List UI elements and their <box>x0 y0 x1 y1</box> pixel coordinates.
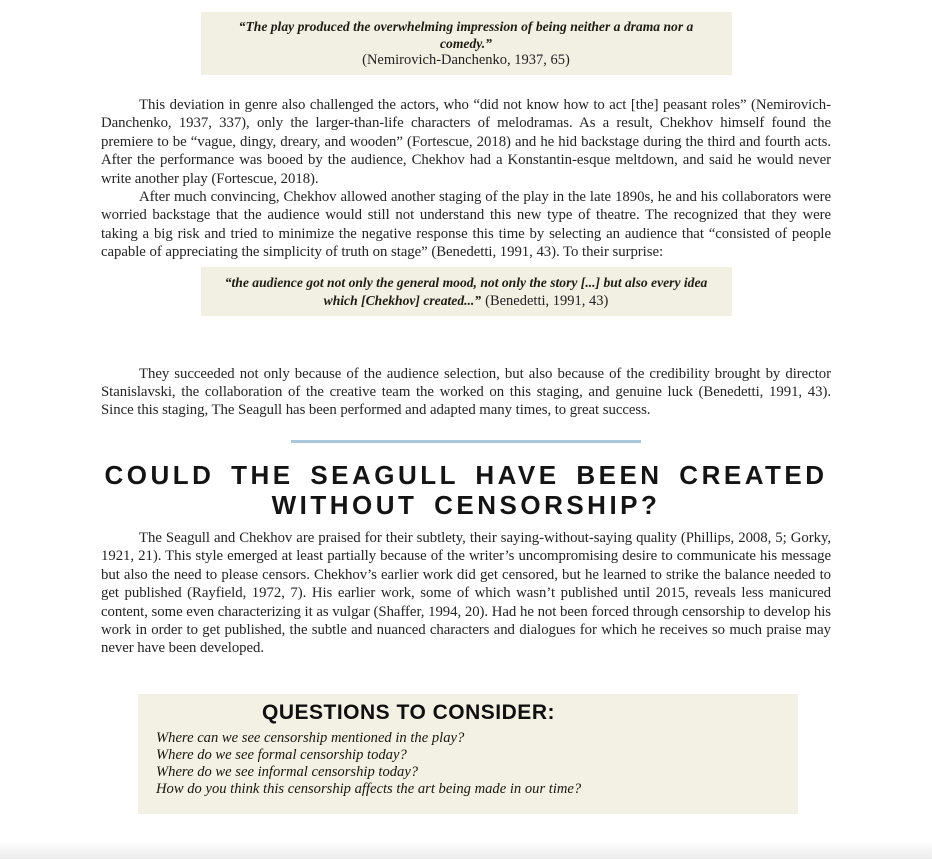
question-item: Where do we see informal censorship today? <box>156 763 419 780</box>
section-divider <box>291 440 641 443</box>
page-bottom-shadow <box>0 841 932 859</box>
question-item: How do you think this censorship affects the art being made in our time? <box>156 780 582 797</box>
paragraph-censorship: The Seagull and Chekhov are praised for their subtlety, their saying-without-saying quality (Phillips, 2008, 5; Gorky, 1921, 21). This style emerged at least partially because of the writer’s uncompromising desire to communicate his message but also the need to please censors. Chekhov’s earlier work did get censored, but he learned to strike the balance needed to get published (Rayfield, 1972, 7). His earlier work, some of which wasn’t published until 2015, reveals less manicured content, some even characterizing it as vulgar (Shaffer, 1994, 20). Had he not been forced through censorship to develop his work in order to get published, the subtle and nuanced characters and dialogues for which he receives so much praise may never have been developed. <box>101 529 831 657</box>
paragraph-success: They succeeded not only because of the audience selection, but also because of the credibility brought by director Stanislavski, the collaboration of the creative team the worked on this staging, and genuine luck (Benedetti, 1991, 43). Since this staging, The Seagull has been performed and adapted many times, to great success. <box>101 365 831 419</box>
quote-2-citation: (Benedetti, 1991, 43) <box>485 292 609 309</box>
section-heading: COULD THE SEAGULL HAVE BEEN CREATED WITHOUT CENSORSHIP? <box>104 459 828 520</box>
paragraph-genre-deviation: This deviation in genre also challenged the actors, who “did not know how to act [the] peasant roles” (Nemirovich-Danchenko, 1937, 337), only the larger-than-life characters of melodramas. As a result, Chekhov himself found the premiere to be “vague, dingy, dreary, and wooden” (Fortescue, 2018) and he hid backstage during the third and fourth acts. After the performance was booed by the audience, Chekhov had a Konstantin-esque meltdown, and said he would never write another play (Fortescue, 2018). <box>101 97 831 187</box>
questions-box <box>138 694 798 814</box>
quote-2-text: “the audience got not only the general mood, not only the story [...] but also every idea which [Chekhov] created...” <box>224 274 708 308</box>
quote-1-citation: (Nemirovich-Danchenko, 1937, 65) <box>362 52 570 68</box>
questions-box-heading: QUESTIONS TO CONSIDER: <box>262 700 555 724</box>
paragraph-second-staging: After much convincing, Chekhov allowed another staging of the play in the late 1890s, he and his collaborators were worried backstage that the audience would still not understand this new type of theatre. The recognized that they were taking a big risk and tried to minimize the negative response this time by selecting an audience that “consisted of people capable of appreciating the simplicity of truth on stage” (Benedetti, 1991, 43). To their surprise: <box>101 189 831 261</box>
quote-box-1 <box>201 12 732 75</box>
question-item: Where do we see formal censorship today? <box>156 746 407 763</box>
question-item: Where can we see censorship mentioned in the play? <box>156 729 465 746</box>
quote-box-2 <box>201 267 732 316</box>
quote-1-text: “The play produced the overwhelming impression of being neither a drama nor a comedy.” <box>238 19 694 51</box>
